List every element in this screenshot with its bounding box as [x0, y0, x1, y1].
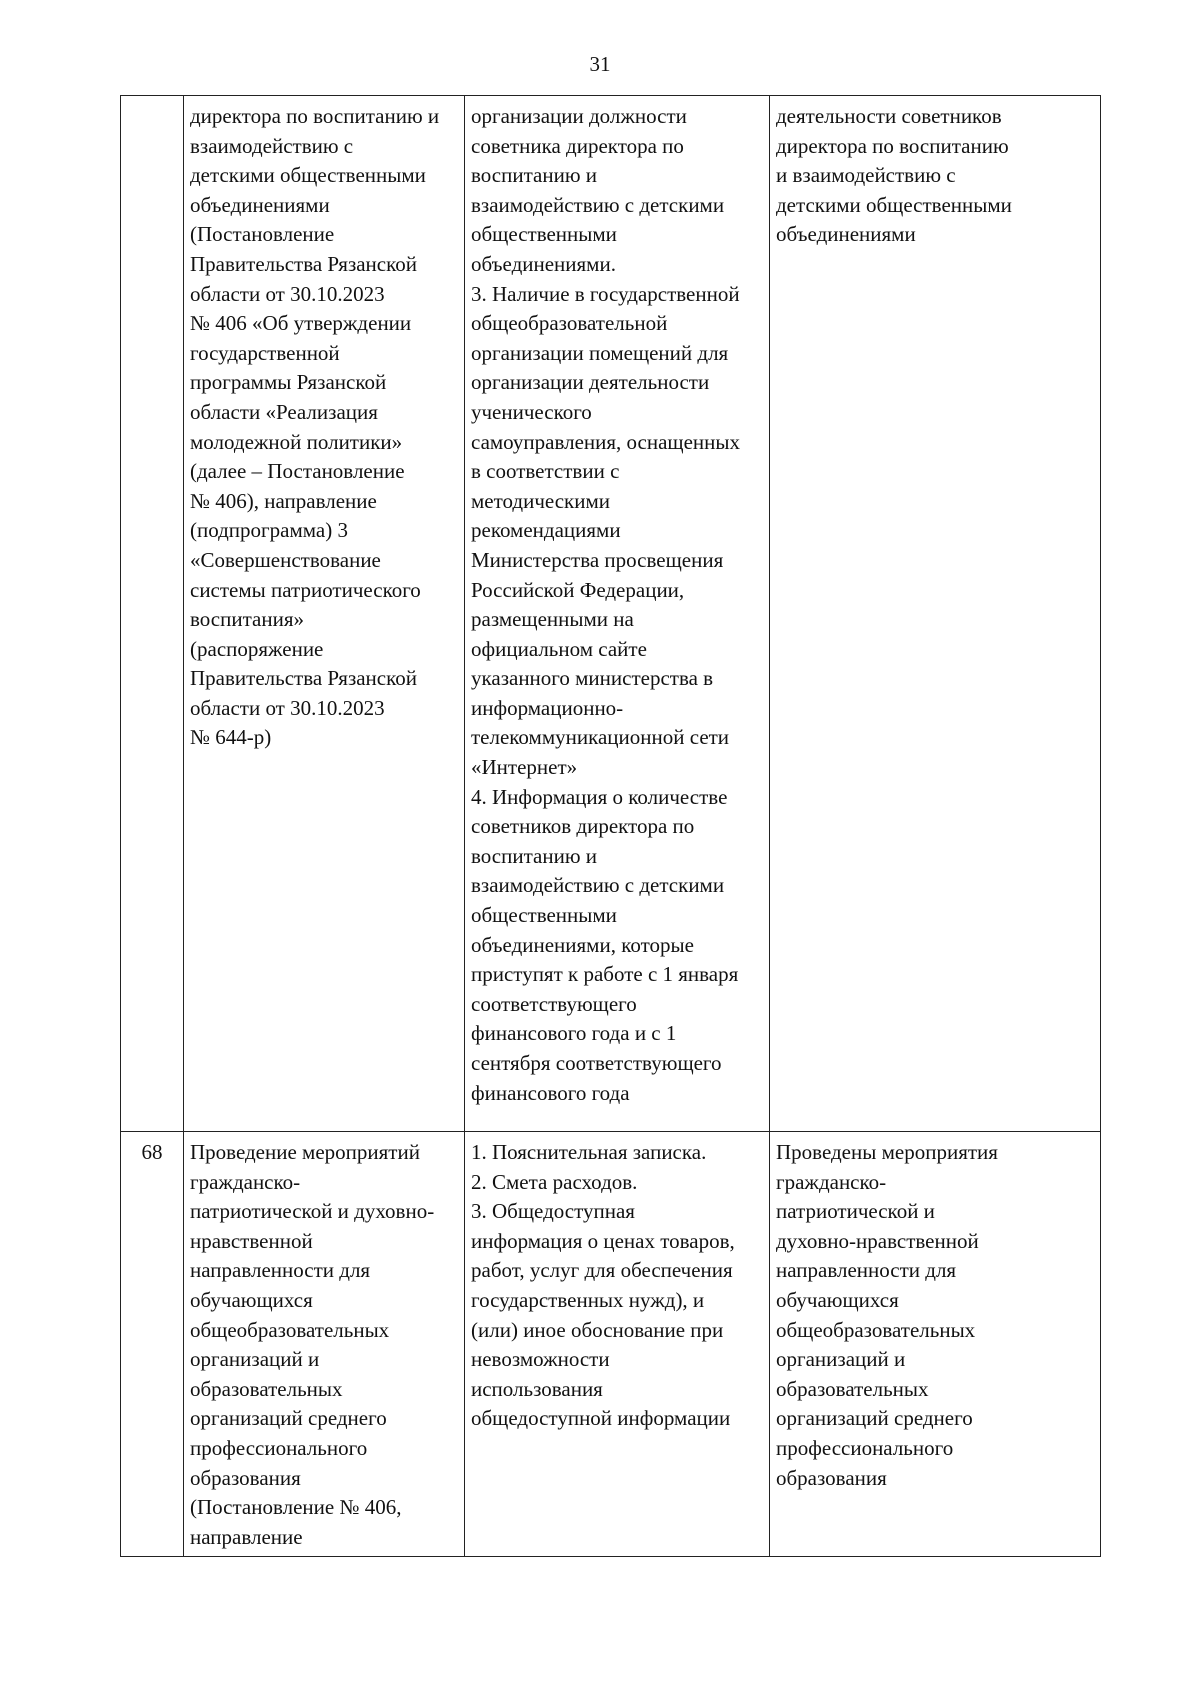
event-name-cell: Проведение мероприятий гражданско- патриотической и духовно- нравственной направленности для обучающихся общеобразовательных организаций и образовательных организаций среднего профессионального образования (Постановление № 406, направление: [184, 1132, 465, 1557]
documents-cell: 1. Пояснительная записка. 2. Смета расходов. 3. Общедоступная информация о ценах товаров, работ, услуг для обеспечения государственных нужд), и (или) иное обоснование при невозможности использования общедоступной информации: [465, 1132, 770, 1557]
row-number-cell: [121, 96, 184, 1132]
result-cell: Проведены мероприятия гражданско- патриотической и духовно-нравственной направленности для обучающихся общеобразовательных организаций и образовательных организаций среднего профессионального образования: [770, 1132, 1101, 1557]
table-row: [121, 1132, 1101, 1557]
row-number-cell: 68: [121, 1132, 184, 1557]
page-number: 31: [589, 52, 611, 76]
event-name-cell: директора по воспитанию и взаимодействию с детскими общественными объединениями (Постановление Правительства Рязанской области от 30.10.2023 № 406 «Об утверждении государственной программы Рязанской области «Реализация молодежной политики» (далее – Постановление № 406), направление (подпрограмма) 3 «Совершенствование системы патриотического воспитания» (распоряжение Правительства Рязанской области от 30.10.2023 № 644-р): [184, 96, 465, 1132]
table-row: [121, 96, 1101, 1132]
document-table: [120, 95, 1101, 1557]
result-cell: деятельности советников директора по воспитанию и взаимодействию с детскими общественными объединениями: [770, 96, 1101, 1132]
documents-cell: организации должности советника директора по воспитанию и взаимодействию с детскими общественными объединениями. 3. Наличие в государственной общеобразовательной организации помещений для организации деятельности ученического самоуправления, оснащенных в соответствии с методическими рекомендациями Министерства просвещения Российской Федерации, размещенными на официальном сайте указанного министерства в информационно- телекоммуникационной сети «Интернет» 4. Информация о количестве советников директора по воспитанию и взаимодействию с детскими общественными объединениями, которые приступят к работе с 1 января соответствующего финансового года и с 1 сентября соответствующего финансового года: [465, 96, 770, 1132]
